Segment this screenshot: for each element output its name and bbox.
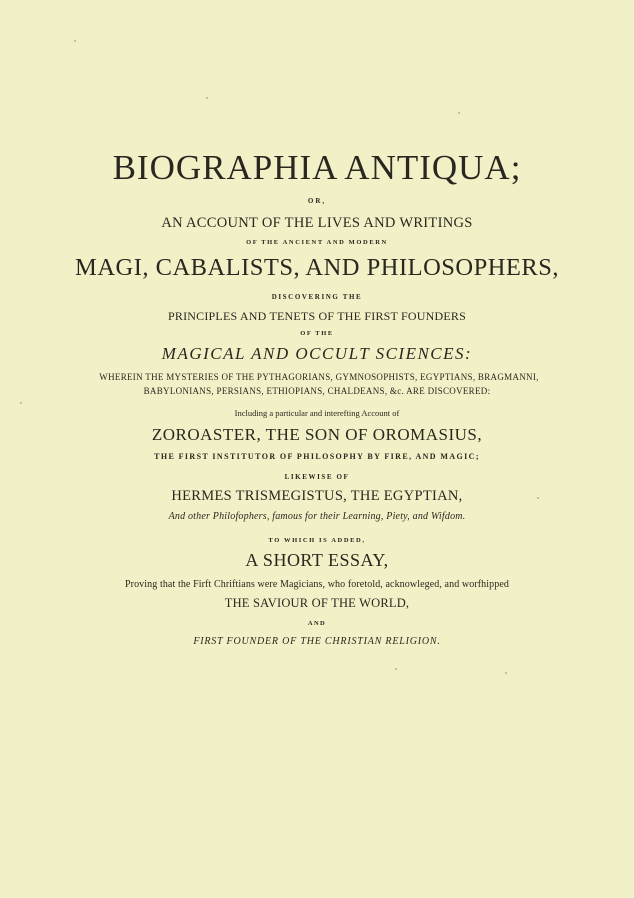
paper-speck <box>206 97 208 99</box>
subtitle-ancient-modern: OF THE ANCIENT AND MODERN <box>246 239 388 246</box>
philosophers-line: And other Philofophers, famous for their Learning, Piety, and Wifdom. <box>168 511 466 522</box>
proving-line: Proving that the Firft Chriftians were Magicians, who foretold, acknowleged, and worfhipped <box>124 579 509 590</box>
paper-speck <box>395 668 397 670</box>
paper-speck <box>537 497 539 499</box>
essay-line: A SHORT ESSAY, <box>245 550 389 570</box>
zoroaster-line: ZOROASTER, THE SON OF OROMASIUS, <box>151 425 483 444</box>
paper-speck <box>505 672 507 674</box>
book-title: BIOGRAPHIA ANTIQUA; <box>112 148 522 187</box>
likewise-line: LIKEWISE OF <box>284 473 350 481</box>
and-line: AND <box>307 620 327 627</box>
paper-speck <box>74 40 76 42</box>
subtitle-of-the: OF THE <box>300 330 334 337</box>
added-line: TO WHICH IS ADDED, <box>268 537 366 544</box>
including-line: Including a particular and interefting Account of <box>234 408 400 418</box>
or-conjunction: OR, <box>307 197 327 205</box>
subtitle-discovering: DISCOVERING THE <box>271 293 363 301</box>
subtitle-principles: PRINCIPLES AND TENETS OF THE FIRST FOUNDERS <box>168 309 466 323</box>
hermes-line: HERMES TRISMEGISTUS, THE EGYPTIAN, <box>171 488 463 504</box>
saviour-line: THE SAVIOUR OF THE WORLD, <box>224 596 410 610</box>
paper-speck <box>20 402 22 404</box>
subtitle-magi: MAGI, CABALISTS, AND PHILOSOPHERS, <box>75 254 559 281</box>
paper-speck <box>458 112 460 114</box>
wherein-line-2: BABYLONIANS, PERSIANS, ETHIOPIANS, CHALDEANS, &c. ARE DISCOVERED: <box>143 386 491 396</box>
subtitle-sciences: MAGICAL AND OCCULT SCIENCES: <box>161 344 473 363</box>
subtitle-account: AN ACCOUNT OF THE LIVES AND WRITINGS <box>161 215 473 231</box>
wherein-line-1: WHEREIN THE MYSTERIES OF THE PYTHAGORIANS, GYMNOSOPHISTS, EGYPTIANS, BRAGMANNI, <box>99 372 539 382</box>
founder-line: FIRST FOUNDER OF THE CHRISTIAN RELIGION. <box>193 636 441 647</box>
institutor-line: THE FIRST INSTITUTOR OF PHILOSOPHY BY FIRE, AND MAGIC; <box>154 452 480 461</box>
